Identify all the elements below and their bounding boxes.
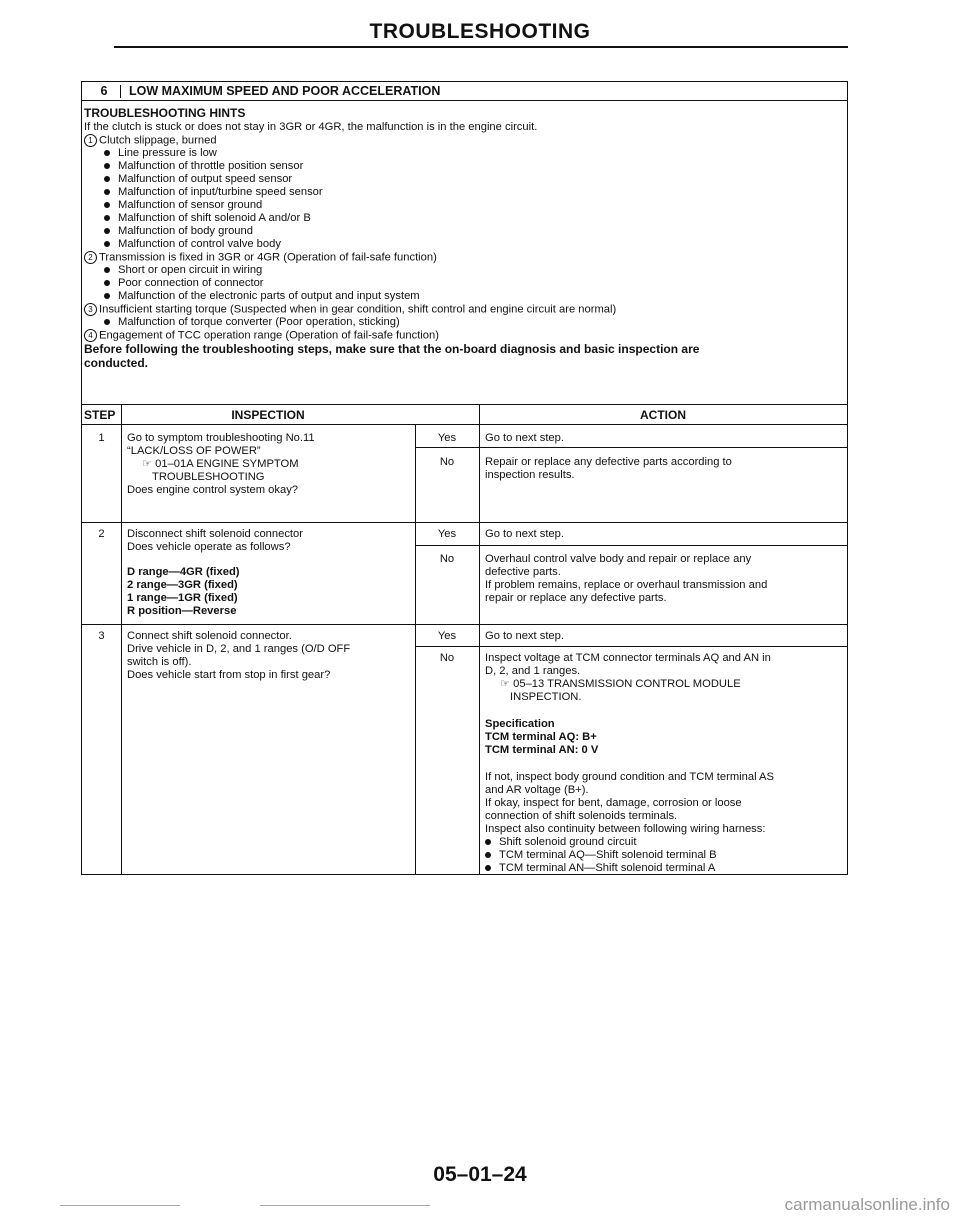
action-line: If okay, inspect for bent, damage, corrosion or loose [485,797,742,809]
cause-item: Malfunction of input/turbine speed sensor [104,186,323,199]
footer-watermark: carmanualsonline.info [784,1195,950,1214]
action-line: Inspect also continuity between following wiring harness: [485,823,766,835]
inspection-line: TROUBLESHOOTING [152,471,265,483]
action-line: If problem remains, replace or overhaul transmission and [485,579,768,591]
inspection-line: Disconnect shift solenoid connector [127,528,303,540]
inspection-header: INSPECTION [231,408,305,422]
cause-item: Malfunction of the electronic parts of output and input system [104,290,420,303]
procedure-number: 6 [100,84,108,98]
inspection-line: “LACK/LOSS OF POWER” [127,445,261,457]
inspection-line: Drive vehicle in D, 2, and 1 ranges (O/D OFF [127,643,351,655]
action-line: Repair or replace any defective parts according to [485,456,732,468]
spec-line: TCM terminal AN: 0 V [485,744,599,756]
cause-item: Malfunction of body ground [104,225,253,238]
inspection-bold-line: D range—4GR (fixed) [127,566,240,578]
row-divider [82,522,847,523]
inspection-line: Does vehicle start from stop in first gear? [127,669,331,681]
troubleshooting-hints [82,102,847,405]
answer-no: No [439,456,455,468]
action-line: and AR voltage (B+). [485,784,589,796]
action-line: defective parts. [485,566,561,578]
step-number: 2 [98,528,105,540]
cause-4: 4 Engagement of TCC operation range (Operation of fail-safe function) [84,329,439,342]
hints-note: conducted. [84,356,149,370]
cause-item: Malfunction of torque converter (Poor operation, sticking) [104,316,400,329]
bullet-icon [104,202,110,208]
hints-heading: TROUBLESHOOTING HINTS [84,106,246,120]
cause-item: Line pressure is low [104,147,217,160]
step-number: 1 [98,432,105,444]
cause-item: Malfunction of throttle position sensor [104,160,303,173]
answer-yes: Yes [437,528,457,540]
procedure-title: LOW MAXIMUM SPEED AND POOR ACCELERATION [129,84,441,98]
bullet-icon [104,228,110,234]
bullet-icon [104,267,110,273]
cause-3: 3 Insufficient starting torque (Suspected when in gear condition, shift control and engine circuit are normal) [84,303,616,316]
inspection-line: ☞ 01–01A ENGINE SYMPTOM [142,458,299,470]
bullet-icon [485,839,491,845]
action-line: Go to next step. [485,432,564,444]
bullet-icon [104,189,110,195]
bullet-icon [104,176,110,182]
answer-no: No [439,652,455,664]
action-line: INSPECTION. [510,691,582,703]
inspection-line: Go to symptom troubleshooting No.11 [127,432,315,444]
circled-number-icon: 4 [84,329,97,342]
action-line: Overhaul control valve body and repair or replace any [485,553,752,565]
action-line: Go to next step. [485,528,564,540]
step-number: 3 [98,630,105,642]
cause-item: Malfunction of output speed sensor [104,173,292,186]
action-bullet: TCM terminal AN—Shift solenoid terminal A [485,862,715,875]
bullet-icon [104,319,110,325]
inspection-bold-line: 1 range—1GR (fixed) [127,592,238,604]
inspection-line: Connect shift solenoid connector. [127,630,292,642]
spec-heading: Specification [485,718,555,730]
answer-no: No [439,553,455,565]
bullet-icon [104,150,110,156]
inspection-line: Does vehicle operate as follows? [127,541,291,553]
cause-item: Malfunction of shift solenoid A and/or B [104,212,311,225]
bullet-icon [104,293,110,299]
cause-1: 1 Clutch slippage, burned [84,134,217,147]
cause-item: Malfunction of sensor ground [104,199,262,212]
bullet-icon [485,865,491,871]
inspection-line: Does engine control system okay? [127,484,299,496]
action-line: inspection results. [485,469,575,481]
action-line: ☞ 05–13 TRANSMISSION CONTROL MODULE [500,678,741,690]
procedure-header [82,82,847,101]
yes-no-divider [415,646,847,647]
table-header-rule [82,424,847,425]
cause-item: Poor connection of connector [104,277,264,290]
cause-item: Malfunction of control valve body [104,238,281,251]
hints-intro: If the clutch is stuck or does not stay in 3GR or 4GR, the malfunction is in the engine circuit. [84,121,538,133]
action-line: Inspect voltage at TCM connector terminals AQ and AN in [485,652,771,664]
inspection-line: switch is off). [127,656,192,668]
procedure-box [81,81,848,875]
column-divider [415,424,416,874]
circled-number-icon: 3 [84,303,97,316]
column-divider [121,404,122,874]
cause-2: 2 Transmission is fixed in 3GR or 4GR (Operation of fail-safe function) [84,251,437,264]
action-line: repair or replace any defective parts. [485,592,667,604]
action-line: connection of shift solenoids terminals. [485,810,678,822]
title-rule [114,46,848,48]
circled-number-icon: 2 [84,251,97,264]
spec-line: TCM terminal AQ: B+ [485,731,597,743]
action-line: If not, inspect body ground condition and TCM terminal AS [485,771,774,783]
yes-no-divider [415,545,847,546]
hints-note: Before following the troubleshooting steps, make sure that the on-board diagnosis and basic inspection are [84,342,700,356]
inspection-bold-line: 2 range—3GR (fixed) [127,579,238,591]
circled-number-icon: 1 [84,134,97,147]
action-line: Go to next step. [485,630,564,642]
action-line: D, 2, and 1 ranges. [485,665,581,677]
bullet-icon [104,215,110,221]
action-bullet: TCM terminal AQ—Shift solenoid terminal B [485,849,717,862]
bullet-icon [104,163,110,169]
page-title: TROUBLESHOOTING [369,20,591,43]
inspection-bold-line: R position—Reverse [127,605,237,617]
bullet-icon [485,852,491,858]
action-bullet: Shift solenoid ground circuit [485,836,636,849]
bullet-icon [104,280,110,286]
page-number: 05–01–24 [433,1163,527,1186]
step-header: STEP [84,408,116,422]
answer-yes: Yes [437,630,457,642]
answer-yes: Yes [437,432,457,444]
yes-no-divider [415,447,847,448]
bullet-icon [104,241,110,247]
action-header: ACTION [640,408,686,422]
cause-item: Short or open circuit in wiring [104,264,262,277]
column-divider [479,404,480,874]
row-divider [82,624,847,625]
header-divider [120,85,121,98]
